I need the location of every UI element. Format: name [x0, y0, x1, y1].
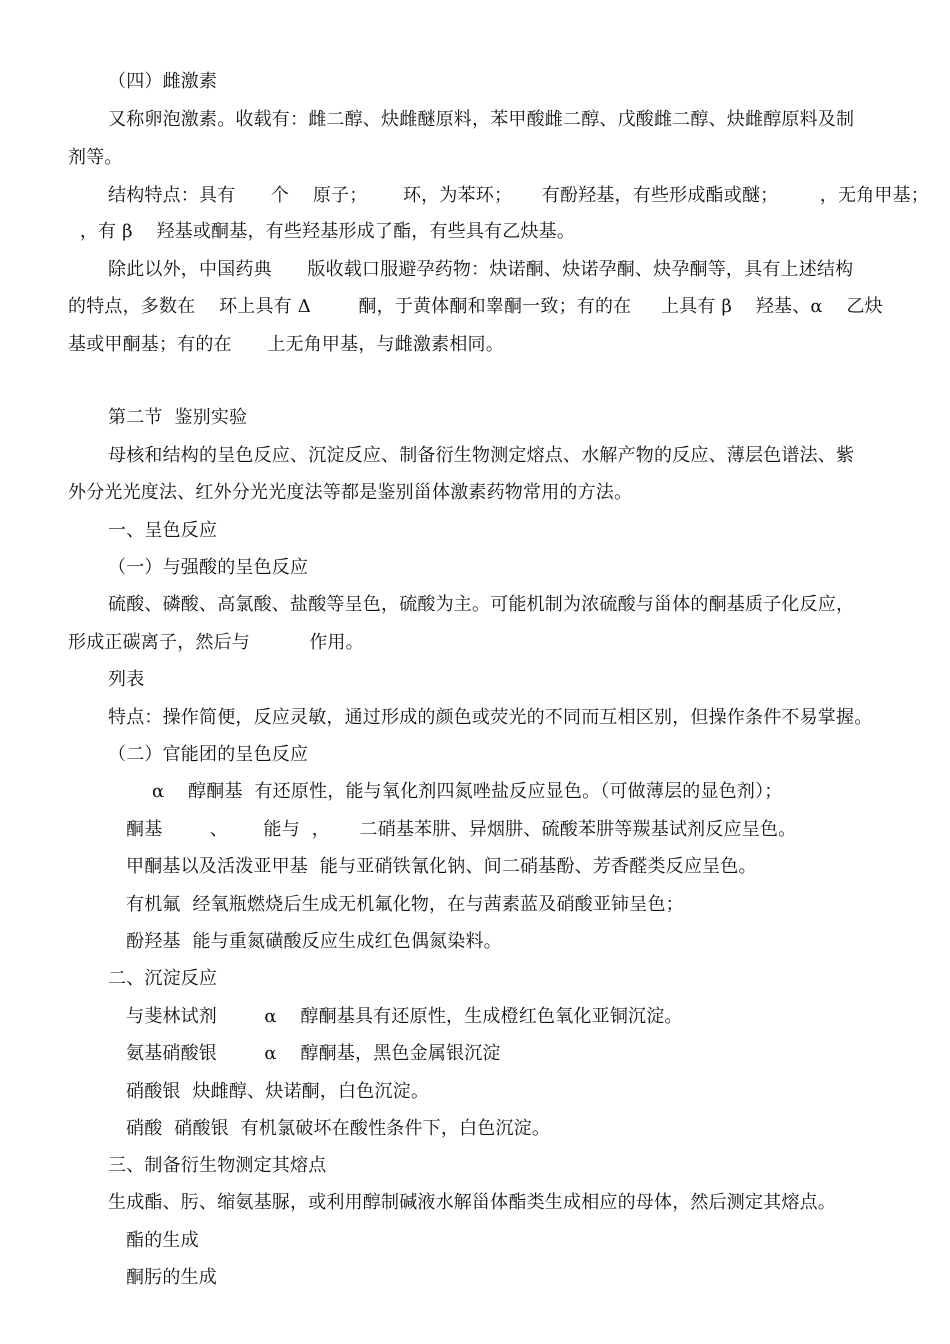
subheading: 一、呈色反应	[108, 520, 218, 541]
subheading: 三、制备衍生物测定其熔点	[108, 1155, 327, 1176]
paragraph-line: 生成酯、肟、缩氨基脲，或利用醇制碱液水解甾体酯类生成相应的母体，然后测定其熔点。	[108, 1192, 836, 1213]
list-item: 有机氟 经氧瓶燃烧后生成无机氟化物，在与茜素蓝及硝酸亚铈呈色；	[126, 894, 684, 915]
paragraph-line: 硫酸、磷酸、高氯酸、盐酸等呈色，硫酸为主。可能机制为浓硫酸与甾体的酮基质子化反应，	[108, 594, 855, 615]
paragraph-line: 外分光光度法、红外分光光度法等都是鉴别甾体激素药物常用的方法。	[68, 482, 633, 503]
paragraph-line: ，有 β 羟基或酮基，有些羟基形成了酯，有些具有乙炔基。	[68, 221, 576, 242]
paragraph-line: 结构特点：具有 个 原子； 环，为苯环； 有酚羟基，有些形成酯或醚； ，无角甲基；	[108, 185, 930, 206]
paragraph-line: 基或甲酮基；有的在 上无角甲基，与雌激素相同。	[68, 334, 504, 355]
paragraph-line: 形成正碳离子，然后与 作用。	[68, 632, 364, 653]
paragraph-line: 列表	[108, 669, 145, 690]
subheading: （二）官能团的呈色反应	[108, 744, 309, 765]
subheading: （一）与强酸的呈色反应	[108, 557, 309, 578]
section-heading-identification: 第二节 鉴别实验	[108, 407, 248, 428]
list-item: 硝酸银 炔雌醇、炔诺酮，白色沉淀。	[126, 1081, 430, 1102]
list-item: 硝酸 硝酸银 有机氯破坏在酸性条件下，白色沉淀。	[126, 1118, 551, 1139]
paragraph-line: 又称卵泡激素。收载有：雌二醇、炔雌醚原料，苯甲酸雌二醇、戊酸雌二醇、炔雌醇原料及制	[108, 109, 855, 130]
section-heading-estrogen: （四）雌激素	[108, 71, 218, 92]
list-item: 甲酮基以及活泼亚甲基 能与亚硝铁氰化钠、间二硝基酚、芳香醛类反应呈色。	[126, 856, 757, 877]
list-item: 氨基硝酸银 α 醇酮基，黑色金属银沉淀	[126, 1043, 501, 1064]
list-item: 酚羟基 能与重氮磺酸反应生成红色偶氮染料。	[126, 931, 502, 952]
list-item: 酮基 、 能与 ， 二硝基苯肼、异烟肼、硫酸苯肼等羰基试剂反应呈色。	[126, 819, 797, 840]
paragraph-line: 除此以外，中国药典 版收载口服避孕药物：炔诺酮、炔诺孕酮、炔孕酮等，具有上述结构	[108, 259, 854, 280]
paragraph-line: 的特点，多数在 环上具有 Δ 酮，于黄体酮和睾酮一致；有的在 上具有 β 羟基、α 乙炔	[68, 296, 883, 317]
list-item: 酯的生成	[126, 1230, 199, 1251]
list-item: 与斐林试剂 α 醇酮基具有还原性，生成橙红色氧化亚铜沉淀。	[126, 1006, 683, 1027]
paragraph-line: 母核和结构的呈色反应、沉淀反应、制备衍生物测定熔点、水解产物的反应、薄层色谱法、紫	[108, 445, 855, 466]
subheading: 二、沉淀反应	[108, 968, 218, 989]
list-item: 酮肟的生成	[126, 1267, 217, 1288]
paragraph-line: 剂等。	[68, 147, 123, 168]
list-item: α 醇酮基 有还原性，能与氧化剂四氮唑盐反应显色。（可做薄层的显色剂）；	[152, 781, 783, 802]
paragraph-line: 特点：操作简便，反应灵敏，通过形成的颜色或荧光的不同而互相区别，但操作条件不易掌握。	[108, 707, 873, 728]
